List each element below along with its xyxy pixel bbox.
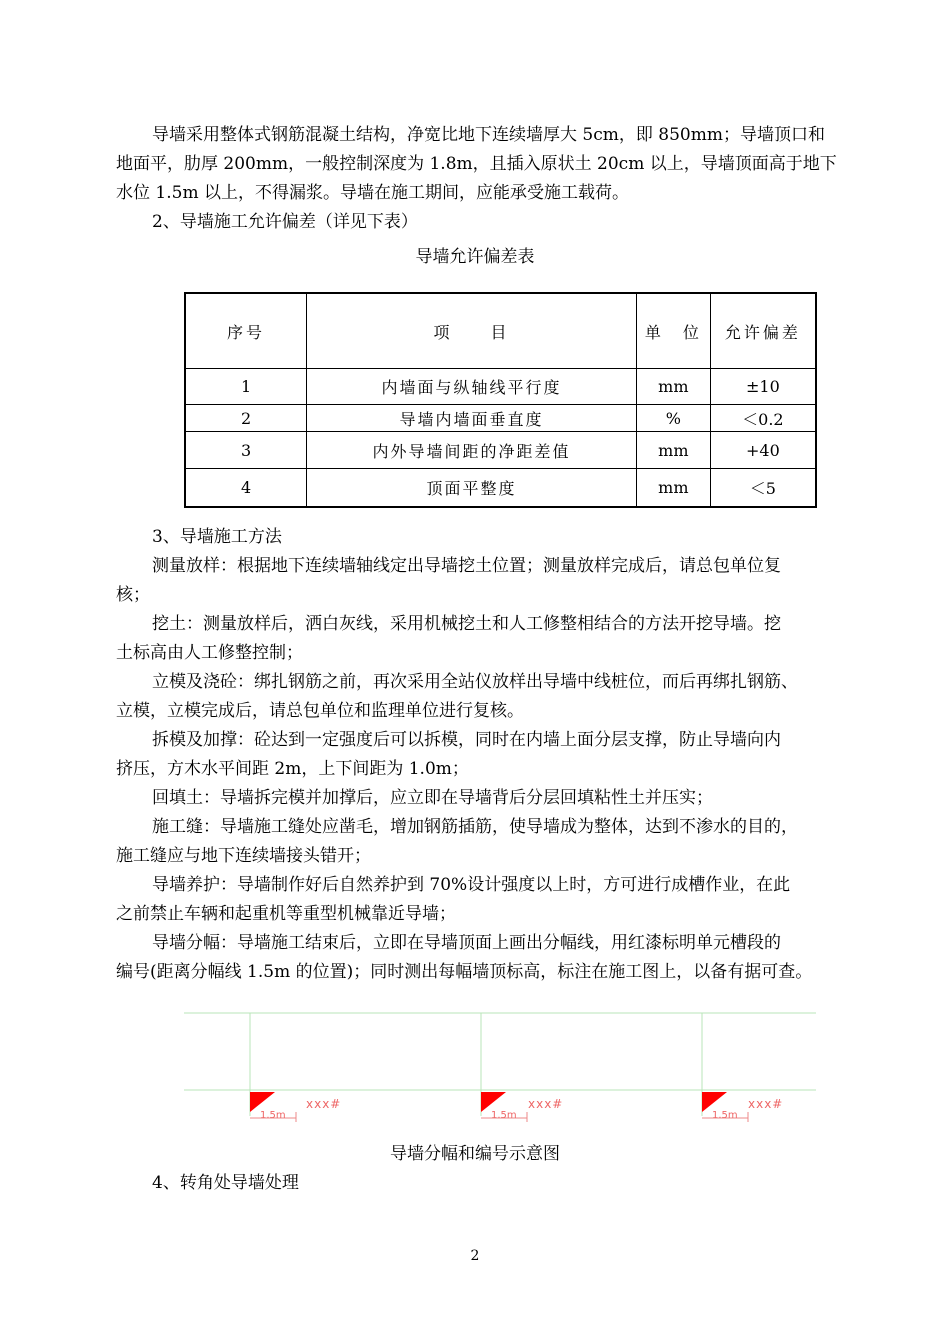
table-cell: 顶面平整度 [307, 469, 637, 507]
table-cell: mm [636, 432, 710, 469]
page-number: 2 [470, 1248, 480, 1264]
division-mark-2 [481, 1092, 563, 1122]
header-cell: 项 目 [307, 293, 637, 369]
paragraph-line: 导墙采用整体式钢筋混凝土结构，净宽比地下连续墙厚大 5cm，即 850mm；导墙顶口和 [152, 125, 825, 145]
table-cell: % [636, 405, 710, 432]
paragraph-line: 水位 1.5m 以上，不得漏浆。导墙在施工期间，应能承受施工载荷。 [116, 183, 629, 203]
table-header-row [185, 293, 816, 369]
header-cell: 允许偏差 [710, 293, 816, 369]
table-cell: 导墙内墙面垂直度 [307, 405, 637, 432]
method-line: 测量放样：根据地下连续墙轴线定出导墙挖土位置；测量放样完成后，请总包单位复 [152, 556, 781, 576]
red-flag-icon [250, 1092, 275, 1112]
header-cell: 单 位 [636, 293, 710, 369]
paragraph-line: 地面平，肋厚 200mm，一般控制深度为 1.8m，且插入原状土 20cm 以上，导墙顶面高于地下 [116, 154, 837, 174]
deviation-table [184, 292, 817, 508]
panel-division-diagram [180, 1008, 820, 1123]
method-line: 土标高由人工修整控制； [116, 643, 303, 663]
method-line: 挖土：测量放样后，洒白灰线，采用机械挖土和人工修整相结合的方法开挖导墙。挖 [152, 614, 781, 634]
panel-number-label: xxx# [528, 1097, 564, 1111]
dim-label: 1.5m [491, 1110, 517, 1121]
table-cell: 4 [185, 469, 307, 507]
panel-number-label: xxx# [306, 1097, 342, 1111]
table-row [185, 369, 816, 405]
table-row [185, 432, 816, 469]
method-line: 回填土：导墙拆完模并加撑后，应立即在导墙背后分层回填粘性土并压实； [152, 788, 713, 808]
red-flag-icon [481, 1092, 506, 1112]
method-line: 导墙养护：导墙制作好后自然养护到 70%设计强度以上时，方可进行成槽作业，在此 [152, 875, 791, 895]
table-cell: ＜5 [710, 469, 816, 507]
method-line: 拆模及加撑：砼达到一定强度后可以拆模，同时在内墙上面分层支撑，防止导墙向内 [152, 730, 781, 750]
table-cell: 内墙面与纵轴线平行度 [307, 369, 637, 405]
division-mark-1 [250, 1092, 341, 1122]
table-cell: +40 [710, 432, 816, 469]
table-cell: 内外导墙间距的净距差值 [307, 432, 637, 469]
red-flag-icon [702, 1092, 727, 1112]
table-cell: mm [636, 469, 710, 507]
section-heading-4: 4、转角处导墙处理 [152, 1173, 299, 1193]
section-heading-3: 3、导墙施工方法 [152, 527, 282, 547]
section-heading-2: 2、导墙施工允许偏差（详见下表） [152, 212, 418, 232]
table-title: 导墙允许偏差表 [415, 247, 535, 267]
table-cell: ±10 [710, 369, 816, 405]
table-cell: 2 [185, 405, 307, 432]
method-line: 施工缝应与地下连续墙接头错开； [116, 846, 371, 866]
division-mark-3 [702, 1092, 783, 1122]
table-cell: ＜0.2 [710, 405, 816, 432]
method-line: 立模，立模完成后，请总包单位和监理单位进行复核。 [116, 701, 524, 721]
table-row [185, 469, 816, 507]
dim-label: 1.5m [260, 1110, 286, 1121]
dim-label: 1.5m [712, 1110, 738, 1121]
method-line: 导墙分幅：导墙施工结束后，立即在导墙顶面上画出分幅线，用红漆标明单元槽段的 [152, 933, 781, 953]
header-cell: 序号 [185, 293, 307, 369]
diagram-caption: 导墙分幅和编号示意图 [390, 1144, 560, 1164]
table-row [185, 405, 816, 432]
method-line: 编号(距离分幅线 1.5m 的位置)；同时测出每幅墙顶标高，标注在施工图上，以备有据可查。 [116, 962, 813, 982]
panel-number-label: xxx# [748, 1097, 784, 1111]
method-line: 挤压，方木水平间距 2m，上下间距为 1.0m； [116, 759, 469, 779]
method-line: 施工缝：导墙施工缝处应凿毛，增加钢筋插筋，使导墙成为整体，达到不渗水的目的， [152, 817, 798, 837]
table-cell: mm [636, 369, 710, 405]
table-cell: 1 [185, 369, 307, 405]
method-line: 之前禁止车辆和起重机等重型机械靠近导墙； [116, 904, 456, 924]
method-line: 核； [116, 585, 150, 605]
table-cell: 3 [185, 432, 307, 469]
method-line: 立模及浇砼：绑扎钢筋之前，再次采用全站仪放样出导墙中线桩位，而后再绑扎钢筋、 [152, 672, 798, 692]
